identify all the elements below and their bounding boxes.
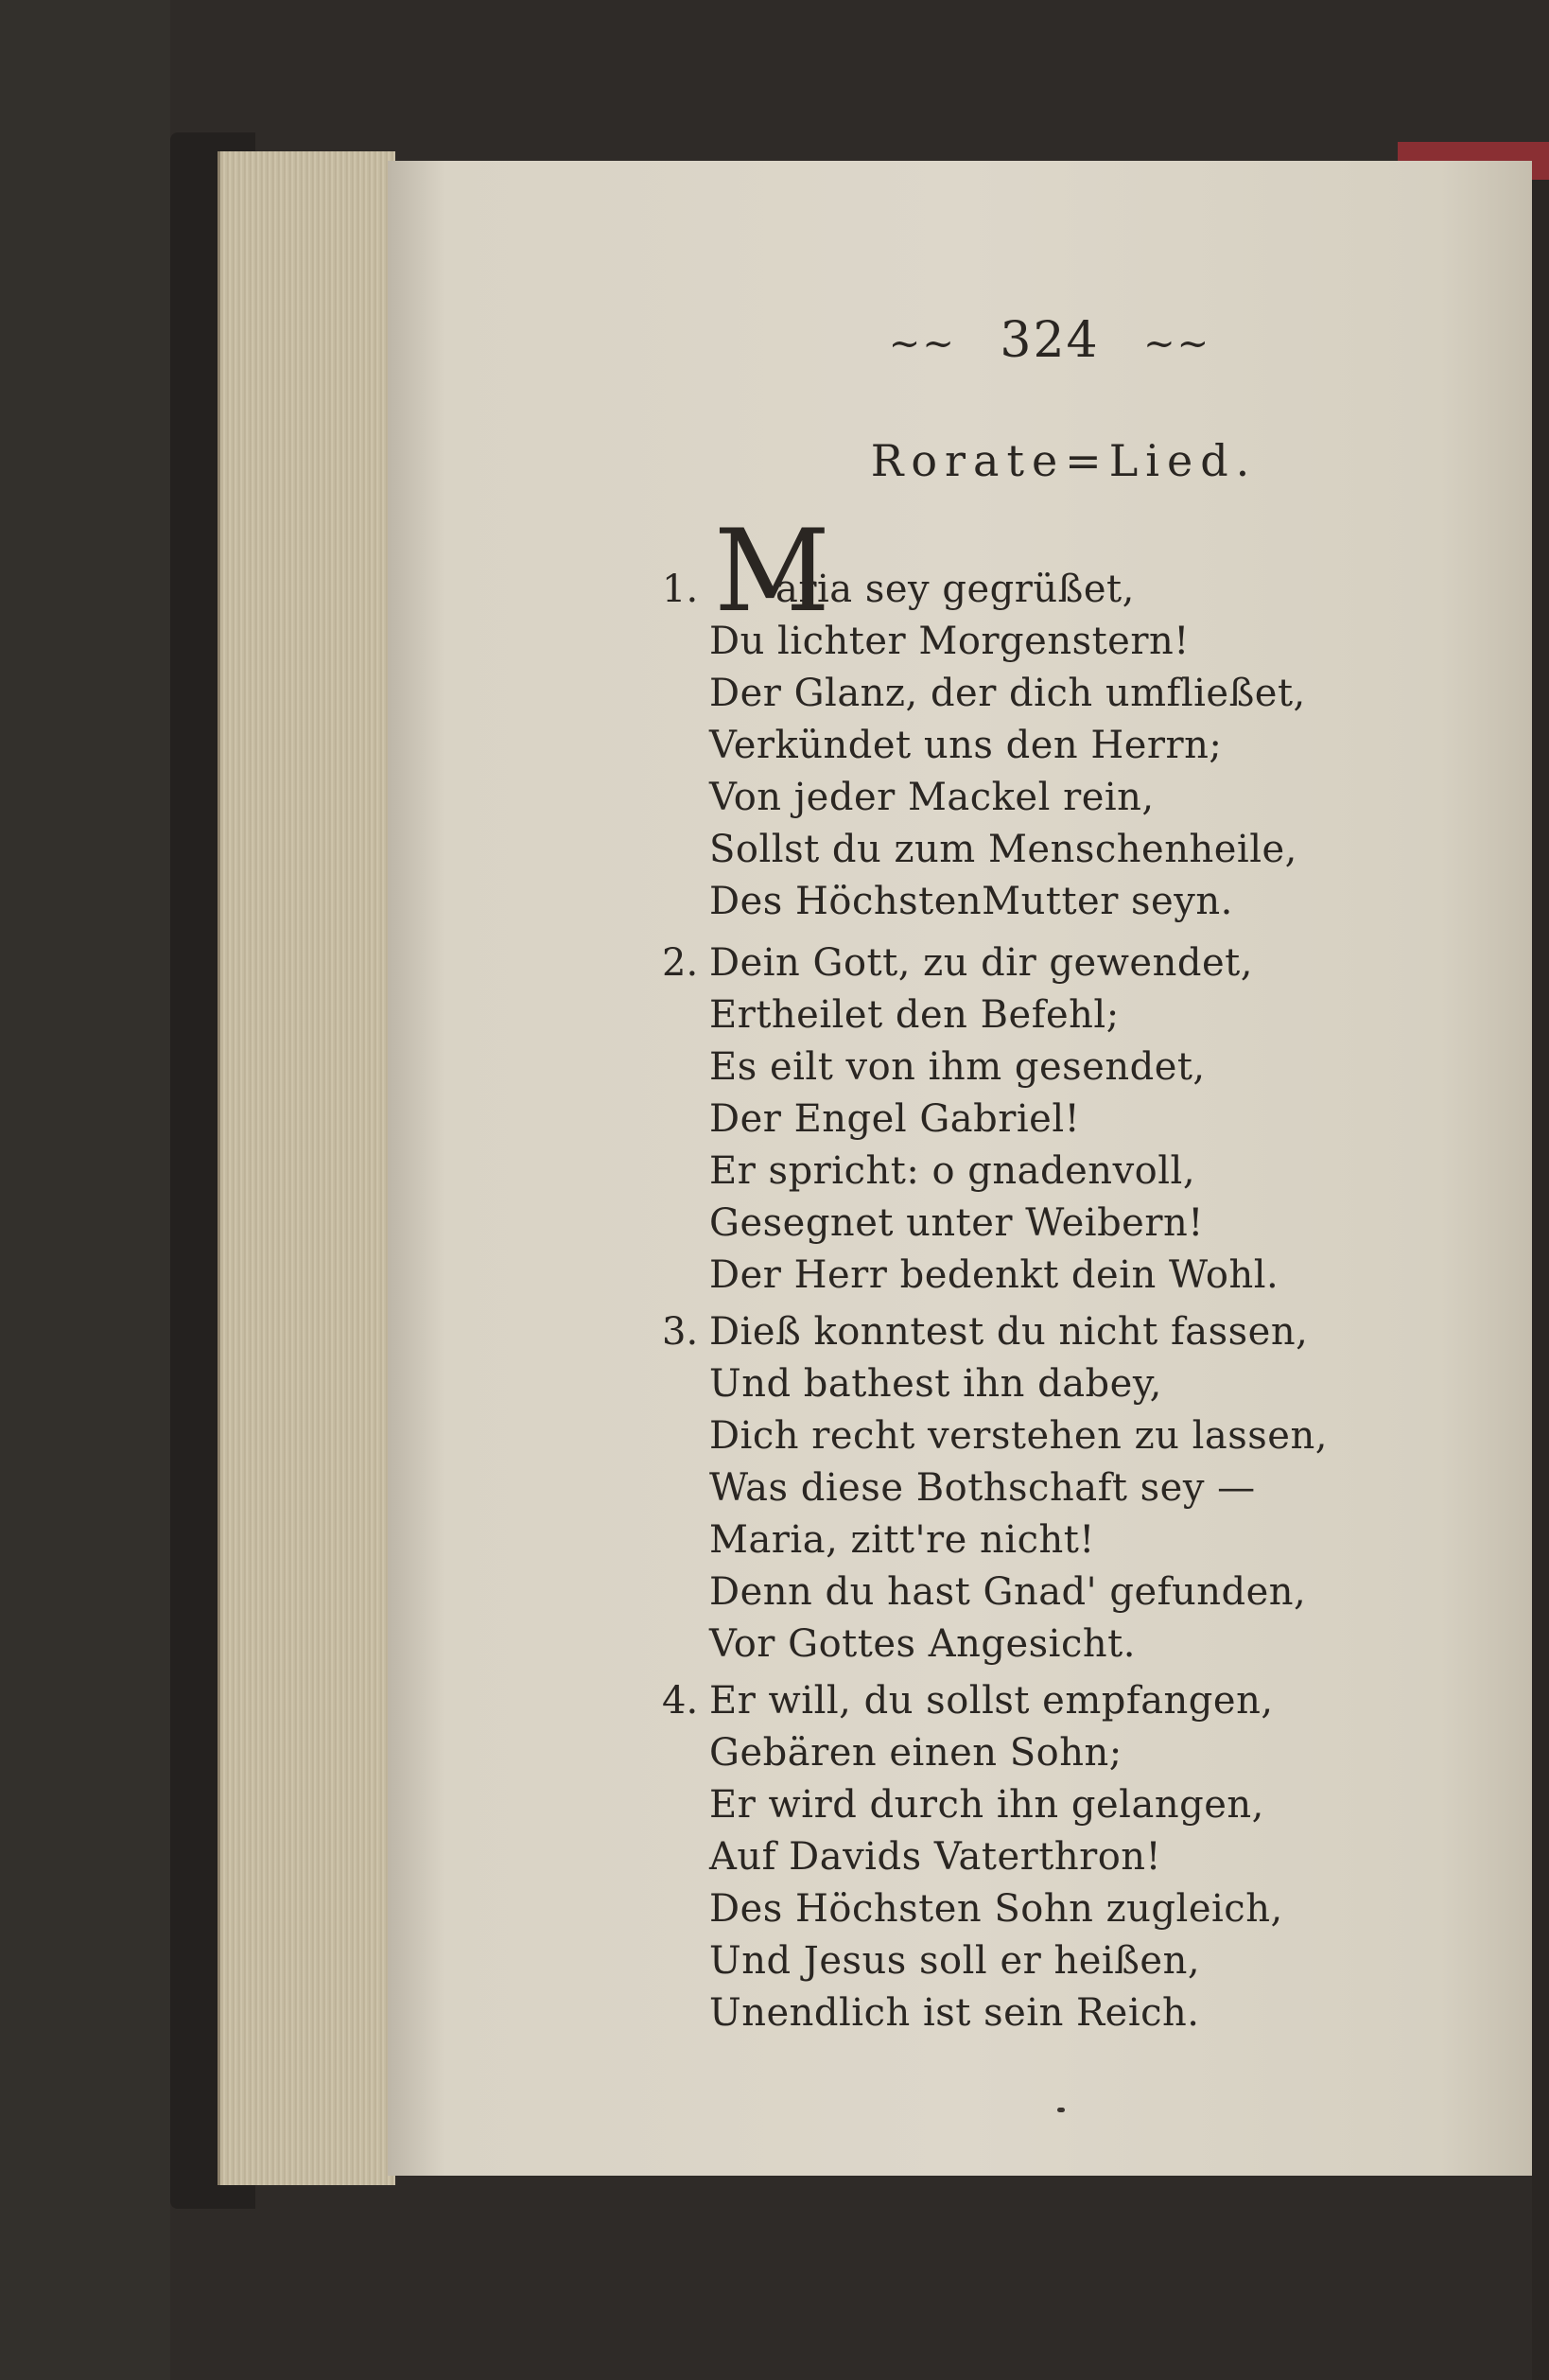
verse-line: Der Herr bedenkt dein Wohl.: [709, 1253, 1279, 1297]
verse-line: Der Engel Gabriel!: [709, 1097, 1081, 1141]
stanza-number: 4.: [662, 1679, 699, 1723]
verse-line: Gesegnet unter Weibern!: [709, 1201, 1204, 1245]
verse-line: Er wird durch ihn gelangen,: [709, 1783, 1264, 1827]
page-edges: [218, 151, 395, 2185]
verse-line: Vor Gottes Angesicht.: [709, 1622, 1136, 1666]
verse-line: Es eilt von ihm gesendet,: [709, 1045, 1206, 1089]
drop-cap: M: [714, 506, 830, 638]
verse-line: Von jeder Mackel rein,: [709, 776, 1155, 819]
verse-line: Und Jesus soll er heißen,: [709, 1939, 1201, 1983]
verse-line: Er will, du sollst empfangen,: [709, 1679, 1274, 1723]
verse-line: Auf Davids Vaterthron!: [709, 1835, 1162, 1879]
verse-line: Ertheilet den Befehl;: [709, 993, 1120, 1037]
verse-line: Was diese Bothschaft sey —: [709, 1466, 1256, 1510]
stanza-number: 2.: [662, 941, 699, 985]
hymn-title: Rorate=Lied.: [870, 435, 1258, 486]
ornament-left: ~~: [888, 322, 956, 366]
ink-mark: [1057, 2108, 1065, 2112]
background-left: [0, 0, 170, 2380]
stanza-number: 3.: [662, 1310, 699, 1354]
page-header: [870, 312, 1229, 369]
verse-line: Denn du hast Gnad' gefunden,: [709, 1570, 1307, 1614]
verse-line: Du lichter Morgenstern!: [709, 620, 1190, 663]
stanza-number: 1.: [662, 568, 699, 611]
ornament-right: ~~: [1143, 322, 1211, 366]
verse-line: Gebären einen Sohn;: [709, 1731, 1123, 1775]
verse-line: Der Glanz, der dich umfließet,: [709, 672, 1306, 715]
verse-line: Des Höchsten Sohn zugleich,: [709, 1887, 1283, 1931]
verse-line: Dieß konntest du nicht fassen,: [709, 1310, 1309, 1354]
verse-line: Unendlich ist sein Reich.: [709, 1991, 1200, 2035]
page-number: 324: [1000, 312, 1100, 369]
verse-line: Dein Gott, zu dir gewendet,: [709, 941, 1253, 985]
verse-line: Sollst du zum Menschenheile,: [709, 828, 1297, 871]
background-right: [1532, 180, 1549, 2380]
verse-line: Und bathest ihn dabey,: [709, 1362, 1162, 1406]
verse-line: Dich recht verstehen zu lassen,: [709, 1414, 1328, 1458]
verse-line: Er spricht: o gnadenvoll,: [709, 1149, 1196, 1193]
verse-line: Maria, zitt're nicht!: [709, 1518, 1095, 1562]
verse-line: Verkündet uns den Herrn;: [709, 724, 1223, 767]
verse-line: Des HöchstenMutter seyn.: [709, 880, 1233, 923]
verse-line: aria sey gegrüßet,: [775, 568, 1135, 611]
